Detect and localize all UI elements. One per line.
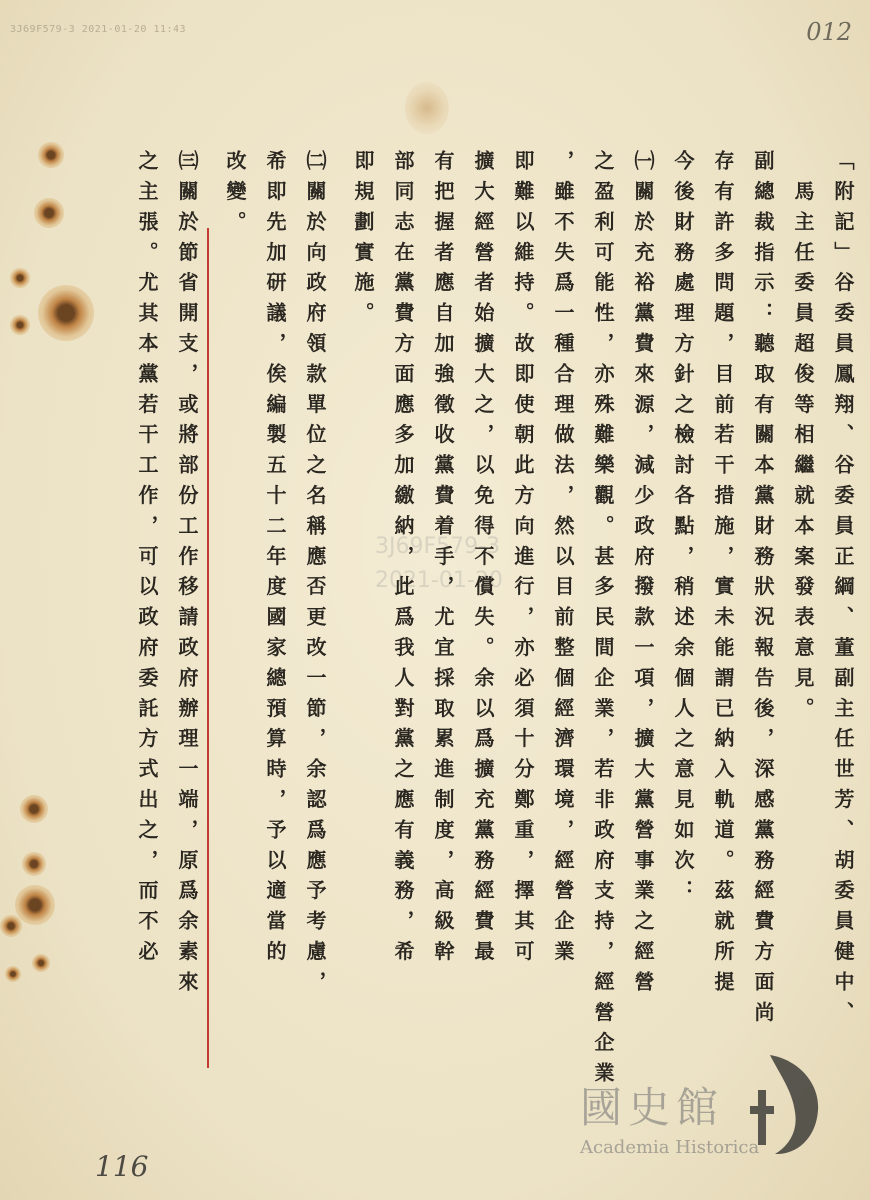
text-column: 即難以維持。故即使朝此方向進行，亦必須十分鄭重，擇其可 (511, 150, 535, 971)
text-column: 之主張。尤其本黨若干工作，可以政府委託方式出之，而不必 (135, 150, 159, 971)
burn-stain (32, 954, 50, 972)
watermark-line: 2021-01-20 (375, 568, 503, 593)
text-column: 今後財務處理方針之檢討各點，稍述余個人之意見如次： (671, 150, 695, 910)
burn-stain (15, 885, 55, 925)
text-column: 馬主任委員超俊等相繼就本案發表意見。 (791, 150, 815, 728)
logo-text: 國史館 (580, 1083, 725, 1132)
burn-stain (22, 852, 46, 876)
text-column: ㈡關於向政府領款單位之名稱應否更改一節，余認爲應予考慮， (303, 150, 327, 1002)
vertical-text-body (124, 150, 860, 1092)
burn-stain (38, 285, 94, 341)
text-column: 「附記」谷委員鳳翔、谷委員正綱、董副主任世芳、胡委員健中、 (831, 150, 855, 1032)
text-column: 有把握者應自加強徵收黨費着手，尤宜採取累進制度，高級幹 (431, 150, 455, 971)
burn-stain (34, 198, 64, 228)
folio-number: 116 (95, 1150, 149, 1183)
text-column: 希即先加研議，俟編製五十二年度國家總預算時，予以適當的 (263, 150, 287, 971)
burn-stain (38, 142, 64, 168)
text-column: 擴大經營者始擴大之，以免得不償失。余以爲擴充黨務經費最 (471, 150, 495, 971)
text-column: 副總裁指示：聽取有關本黨財務狀況報告後，深感黨務經費方面尚 (751, 150, 775, 1032)
text-column: ㈢關於節省開支，或將部份工作移請政府辦理一端，原爲余素來 (175, 150, 199, 1002)
logo-emblem-icon (740, 1050, 826, 1160)
text-column: 改變。 (223, 150, 247, 242)
text-column: ，雖不失爲一種合理做法，然以目前整個經濟環境，經營企業 (551, 150, 575, 971)
text-column: 存有許多問題，目前若干措施，實未能謂已納入軌道。茲就所提 (711, 150, 735, 1002)
logo-subtitle: Academia Historica (580, 1137, 760, 1158)
page-number: 012 (806, 18, 852, 46)
burn-stain (5, 966, 21, 982)
burn-stain (0, 915, 22, 937)
water-stain (405, 82, 449, 134)
text-column: 之盈利可能性，亦殊難樂觀。甚多民間企業，若非政府支持，經營企業 (591, 150, 615, 1093)
burn-stain (20, 795, 48, 823)
text-column: ㈠關於充裕黨費來源，減少政府撥款一項，擴大黨營事業之經營 (631, 150, 655, 1002)
red-margin-line (207, 228, 209, 1068)
text-column: 部同志在黨費方面應多加繳納，此爲我人對黨之應有義務，希 (391, 150, 415, 971)
archive-stamp: 3J69F579-3 2021-01-20 11:43 (10, 24, 187, 35)
watermark-line: 3J69F579-3 (375, 534, 501, 559)
burn-stain (10, 268, 30, 288)
text-column: 即規劃實施。 (351, 150, 375, 333)
burn-stain (10, 315, 30, 335)
